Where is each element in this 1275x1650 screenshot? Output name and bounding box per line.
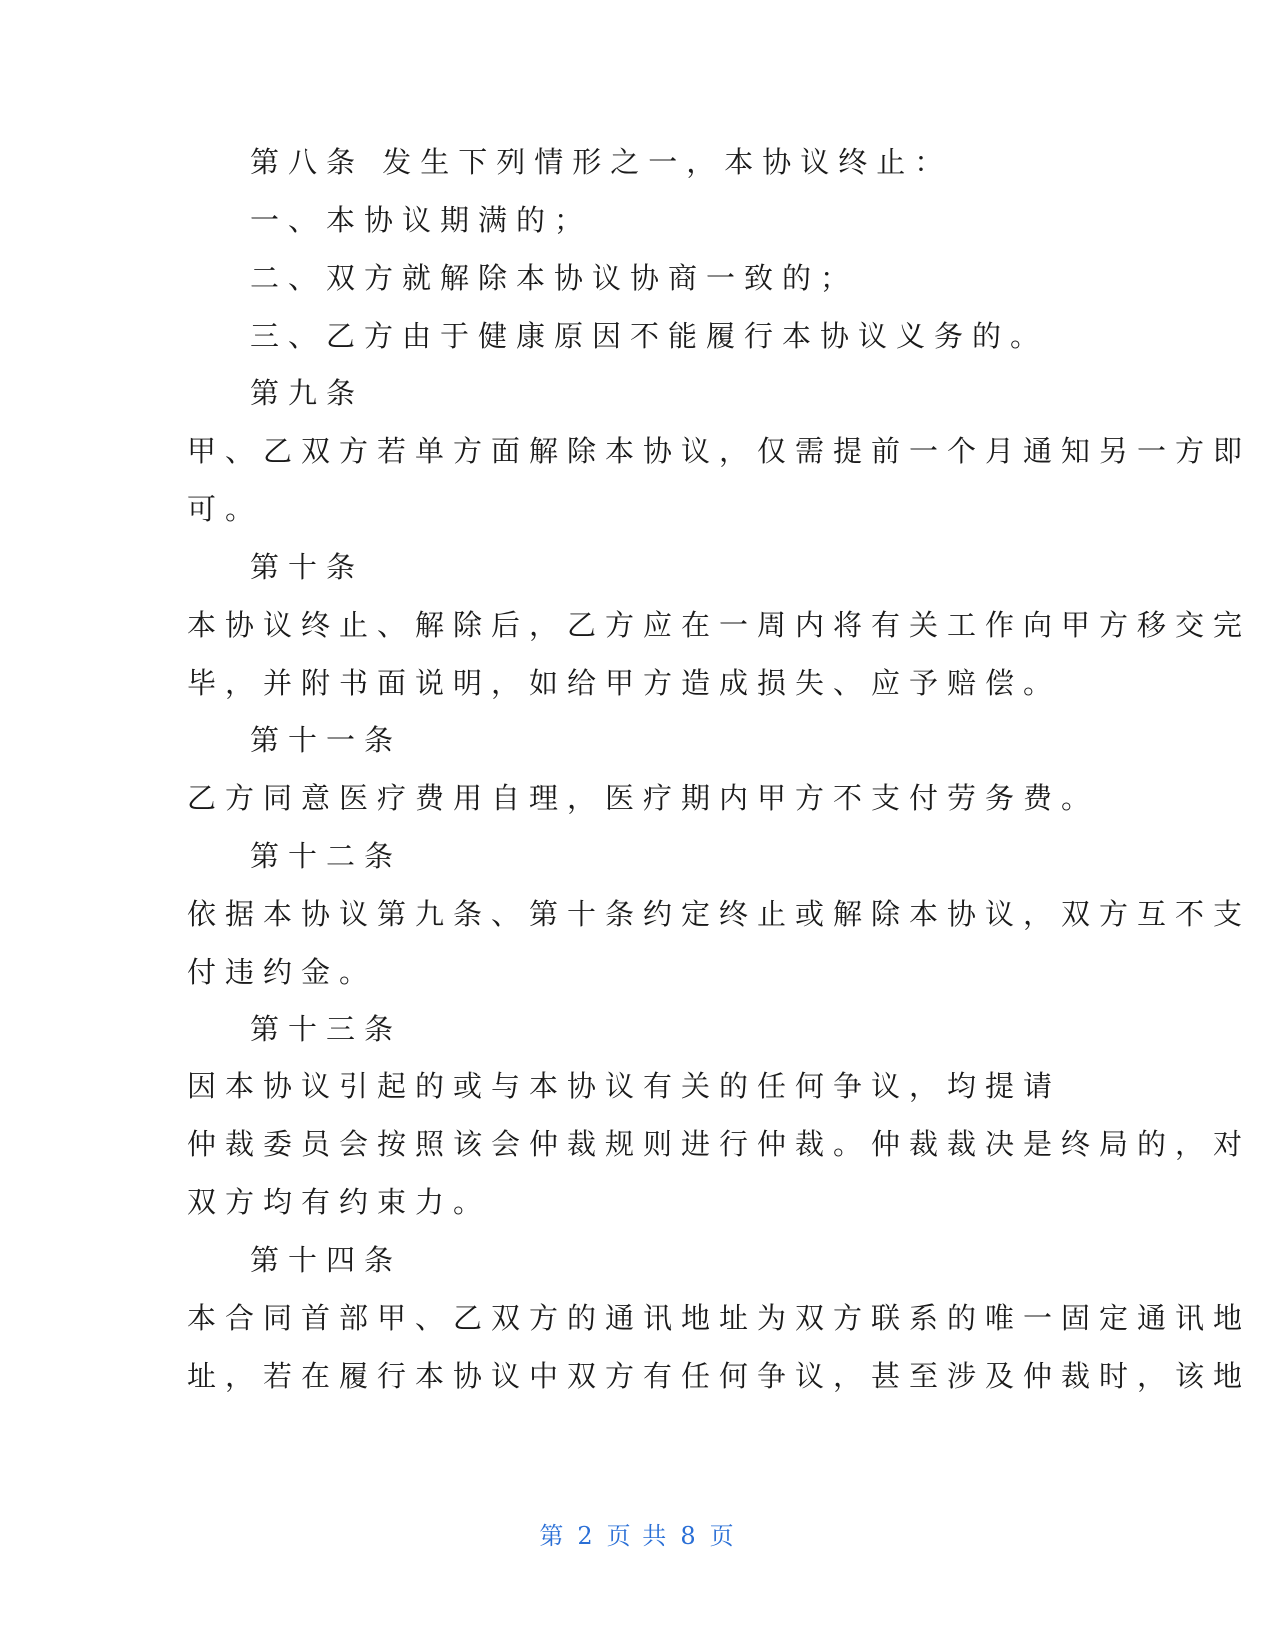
- article-8-item-2: 二、双方就解除本协议协商一致的；: [250, 261, 859, 295]
- footer-page-number: 2: [577, 1522, 595, 1550]
- article-8-item-3: 三、乙方由于健康原因不能履行本协议义务的。: [250, 319, 1049, 353]
- article-12-heading: 第十二条: [250, 839, 403, 873]
- article-11-text-line-1: 乙方同意医疗费用自理，医疗期内甲方不支付劳务费。: [187, 781, 1100, 815]
- article-13-heading: 第十三条: [250, 1012, 403, 1046]
- article-13-text-line-2: 仲裁委员会按照该会仲裁规则进行仲裁。仲裁裁决是终局的，对: [187, 1127, 1252, 1161]
- article-14-text-line-2: 址，若在履行本协议中双方有任何争议，甚至涉及仲裁时，该地: [187, 1359, 1252, 1393]
- article-9-heading: 第九条: [250, 376, 365, 410]
- article-12-text-line-1: 依据本协议第九条、第十条约定终止或解除本协议，双方互不支: [187, 897, 1252, 931]
- footer-prefix: 第: [539, 1522, 566, 1550]
- article-9-text-line-1: 甲、乙双方若单方面解除本协议，仅需提前一个月通知另一方即: [187, 434, 1252, 468]
- footer-total-pages: 8: [680, 1522, 698, 1550]
- article-8-heading: 第八条 发生下列情形之一，本协议终止：: [250, 145, 953, 179]
- page-footer: [0, 1516, 1275, 1551]
- article-13-text-line-1: 因本协议引起的或与本协议有关的任何争议，均提请: [187, 1069, 1062, 1103]
- article-14-text-line-1: 本合同首部甲、乙双方的通讯地址为双方联系的唯一固定通讯地: [187, 1301, 1252, 1335]
- article-13-text-line-3: 双方均有约束力。: [187, 1185, 492, 1219]
- article-12-text-line-2: 付违约金。: [187, 955, 378, 989]
- article-10-text-line-1: 本协议终止、解除后，乙方应在一周内将有关工作向甲方移交完: [187, 608, 1252, 642]
- article-10-text-line-2: 毕，并附书面说明，如给甲方造成损失、应予赔偿。: [187, 666, 1062, 700]
- footer-middle: 页 共: [606, 1522, 669, 1550]
- footer-suffix: 页: [709, 1522, 736, 1550]
- article-14-heading: 第十四条: [250, 1243, 403, 1277]
- article-10-heading: 第十条: [250, 550, 365, 584]
- article-8-item-1: 一、本协议期满的；: [250, 203, 593, 237]
- article-9-text-line-2: 可。: [187, 492, 264, 526]
- article-11-heading: 第十一条: [250, 723, 403, 757]
